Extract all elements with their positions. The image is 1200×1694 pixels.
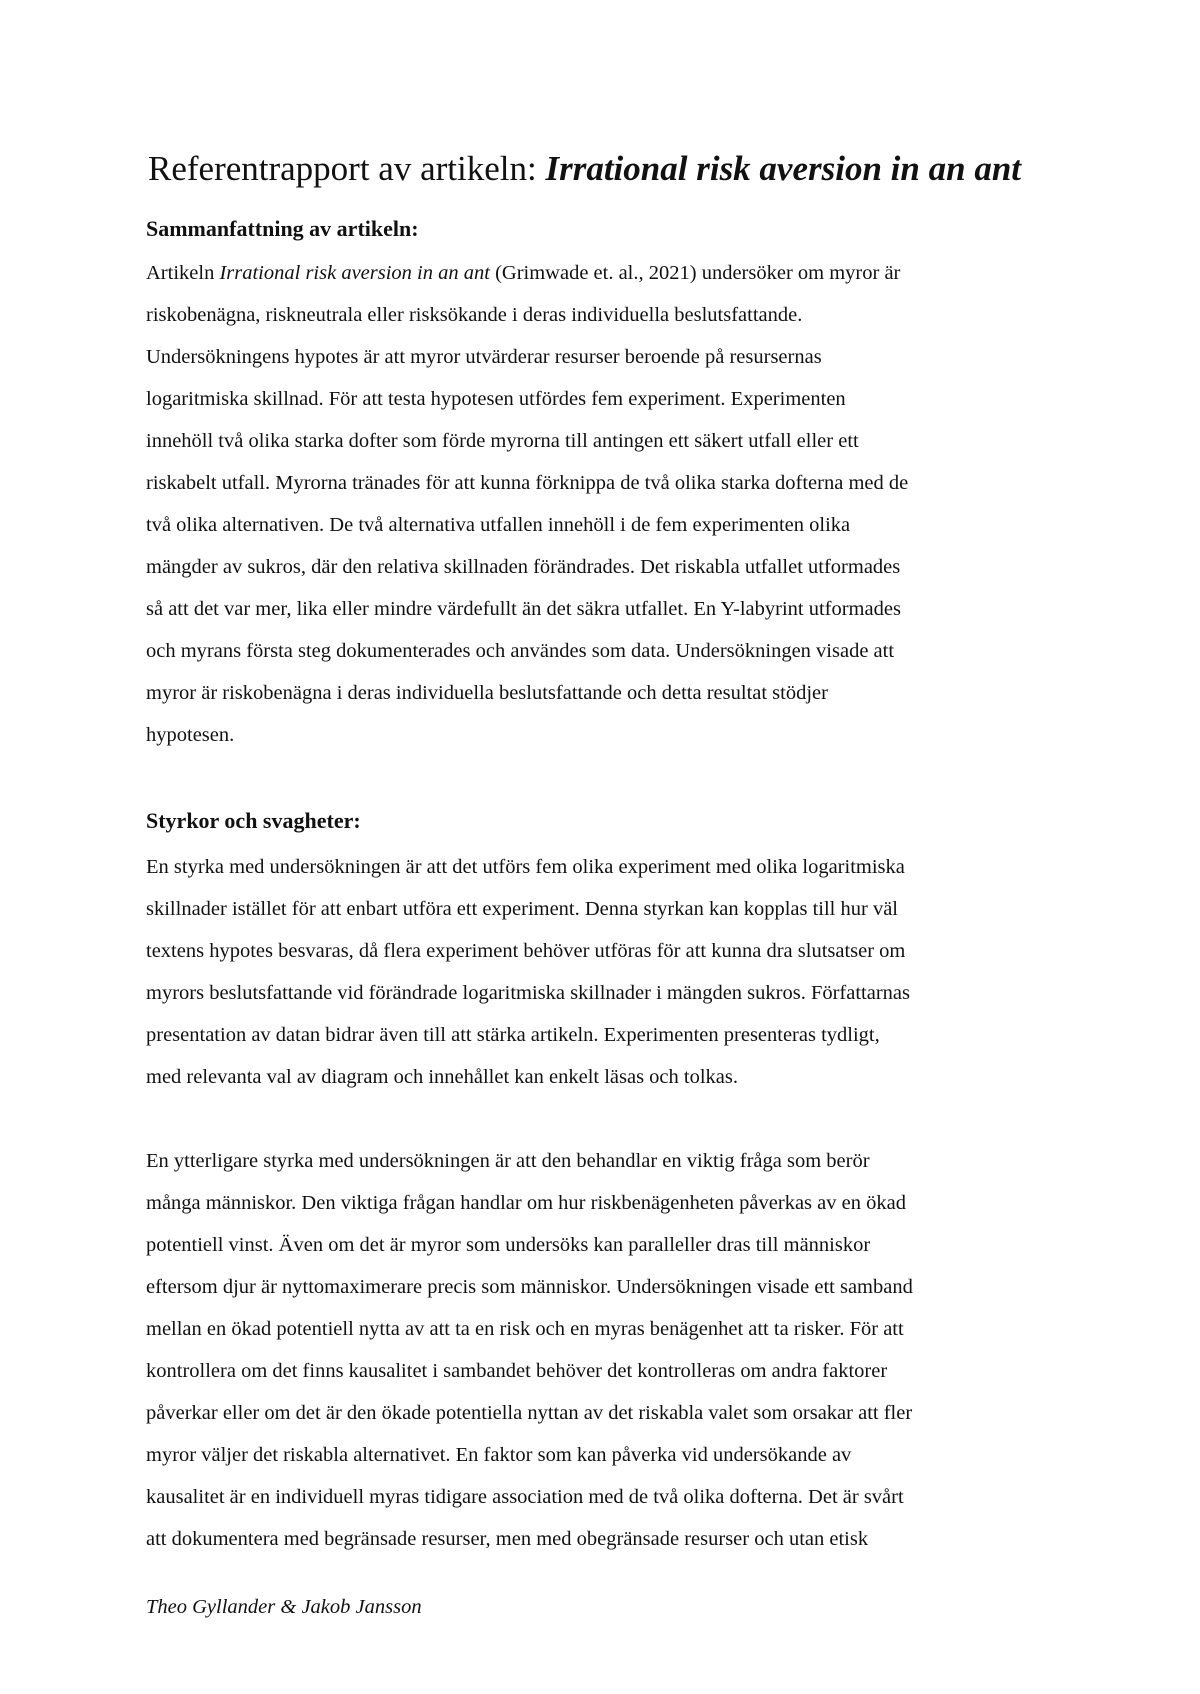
summary-line: hypotesen. <box>146 724 235 746</box>
summary-line: Undersökningens hypotes är att myror utvärderar resurser beroende på resursernas <box>146 346 822 368</box>
summary-line: mängder av sukros, där den relativa skillnaden förändrades. Det riskabla utfallet utformades <box>146 556 901 578</box>
strengths-line: med relevanta val av diagram och innehållet kan enkelt läsas och tolkas. <box>146 1066 738 1088</box>
strengths-line: En styrka med undersökningen är att det utförs fem olika experiment med olika logaritmiska <box>146 856 905 878</box>
summary-line: riskabelt utfall. Myrorna tränades för att kunna förknippa de två olika starka dofterna med de <box>146 472 909 494</box>
strengths-line: kontrollera om det finns kausalitet i sambandet behöver det kontrolleras om andra faktorer <box>146 1360 888 1382</box>
strengths-line: potentiell vinst. Även om det är myror som undersöks kan paralleller dras till människor <box>146 1234 871 1256</box>
strengths-line: skillnader istället för att enbart utföra ett experiment. Denna styrkan kan kopplas till hur väl <box>146 898 899 920</box>
strengths-heading: Styrkor och svagheter: <box>146 808 361 833</box>
strengths-line: att dokumentera med begränsade resurser, men med obegränsade resurser och utan etisk <box>146 1528 869 1550</box>
summary-line: myror är riskobenägna i deras individuella beslutsfattande och detta resultat stödjer <box>146 682 828 704</box>
title-article-name: Irrational risk aversion in an ant <box>545 149 1022 188</box>
summary-line: innehöll två olika starka dofter som förde myrorna till antingen ett säkert utfall eller ett <box>146 430 859 452</box>
summary-line: och myrans första steg dokumenterades och användes som data. Undersökningen visade att <box>146 640 895 662</box>
strengths-paragraph-1 <box>146 846 1076 1098</box>
strengths-line: påverkar eller om det är den ökade potentiella nyttan av det riskabla valet som orsakar att fler <box>146 1402 913 1424</box>
strengths-line: kausalitet är en individuell myras tidigare association med de två olika dofterna. Det är svårt <box>146 1486 904 1508</box>
summary-line: så att det var mer, lika eller mindre värdefullt än det säkra utfallet. En Y-labyrint utformades <box>146 598 901 620</box>
strengths-line: mellan en ökad potentiell nytta av att ta en risk och en myras benägenhet att ta risker. För att <box>146 1318 904 1340</box>
strengths-line: myror väljer det riskabla alternativet. En faktor som kan påverka vid undersökande av <box>146 1444 852 1466</box>
summary-line: två olika alternativen. De två alternativa utfallen innehöll i de fem experimenten olika <box>146 514 851 536</box>
strengths-line: En ytterligare styrka med undersökningen är att den behandlar en viktig fråga som berör <box>146 1150 870 1172</box>
strengths-line: presentation av datan bidrar även till att stärka artikeln. Experimenten presenteras tydligt, <box>146 1024 880 1046</box>
title-prefix: Referentrapport av artikeln: <box>148 149 546 188</box>
summary-lead-rest: (Grimwade et. al., 2021) undersöker om myror är <box>489 262 901 284</box>
summary-paragraph <box>146 252 1076 756</box>
page-title <box>148 146 1108 192</box>
footer-authors: Theo Gyllander & Jakob Jansson <box>146 1596 422 1618</box>
strengths-paragraph-2 <box>146 1140 1076 1560</box>
strengths-line: textens hypotes besvaras, då flera experiment behöver utföras för att kunna dra slutsatser om <box>146 940 906 962</box>
strengths-line: myrors beslutsfattande vid förändrade logaritmiska skillnader i mängden sukros. Författarnas <box>146 982 910 1004</box>
summary-line: riskobenägna, riskneutrala eller risksökande i deras individuella beslutsfattande. <box>146 304 803 326</box>
summary-first-line <box>146 252 1076 294</box>
summary-heading: Sammanfattning av artikeln: <box>146 216 419 241</box>
strengths-line: många människor. Den viktiga frågan handlar om hur riskbenägenheten påverkas av en ökad <box>146 1192 906 1214</box>
strengths-line: eftersom djur är nyttomaximerare precis som människor. Undersökningen visade ett samband <box>146 1276 913 1298</box>
summary-article-citation: Irrational risk aversion in an ant <box>219 262 490 284</box>
summary-lead-text: Artikeln <box>146 262 220 284</box>
summary-line: logaritmiska skillnad. För att testa hypotesen utfördes fem experiment. Experimenten <box>146 388 846 410</box>
